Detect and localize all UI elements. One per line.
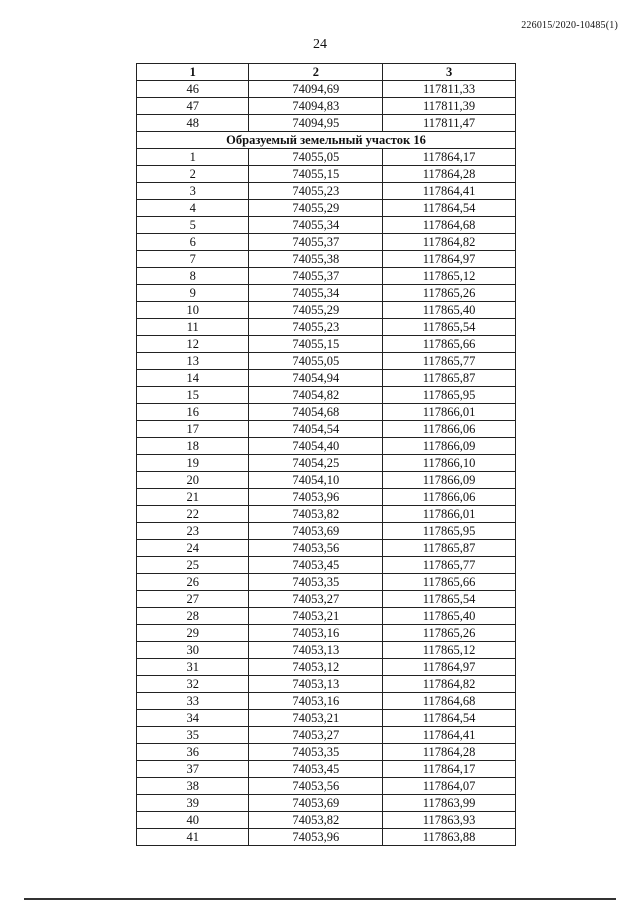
x-coordinate-cell: 74055,05	[249, 353, 383, 370]
x-coordinate-cell: 74055,34	[249, 285, 383, 302]
table-row	[137, 200, 516, 217]
x-coordinate-cell: 74055,15	[249, 166, 383, 183]
table-header-row	[137, 64, 516, 81]
y-coordinate-cell: 117865,26	[383, 285, 516, 302]
table-row	[137, 217, 516, 234]
point-number-cell: 34	[137, 710, 249, 727]
x-coordinate-cell: 74094,69	[249, 81, 383, 98]
point-number-cell: 18	[137, 438, 249, 455]
y-coordinate-cell: 117864,97	[383, 251, 516, 268]
y-coordinate-cell: 117865,40	[383, 608, 516, 625]
y-coordinate-cell: 117866,01	[383, 506, 516, 523]
table-row	[137, 625, 516, 642]
point-number-cell: 13	[137, 353, 249, 370]
x-coordinate-cell: 74055,29	[249, 200, 383, 217]
table-row	[137, 285, 516, 302]
x-coordinate-cell: 74053,96	[249, 489, 383, 506]
x-coordinate-cell: 74055,05	[249, 149, 383, 166]
table-row	[137, 115, 516, 132]
x-coordinate-cell: 74053,12	[249, 659, 383, 676]
table-row	[137, 744, 516, 761]
y-coordinate-cell: 117865,77	[383, 557, 516, 574]
y-coordinate-cell: 117864,54	[383, 200, 516, 217]
y-coordinate-cell: 117865,66	[383, 574, 516, 591]
y-coordinate-cell: 117864,17	[383, 149, 516, 166]
point-number-cell: 32	[137, 676, 249, 693]
table-row	[137, 455, 516, 472]
x-coordinate-cell: 74054,25	[249, 455, 383, 472]
point-number-cell: 1	[137, 149, 249, 166]
y-coordinate-cell: 117866,01	[383, 404, 516, 421]
x-coordinate-cell: 74053,16	[249, 693, 383, 710]
y-coordinate-cell: 117863,93	[383, 812, 516, 829]
point-number-cell: 33	[137, 693, 249, 710]
table-row	[137, 81, 516, 98]
x-coordinate-cell: 74055,15	[249, 336, 383, 353]
x-coordinate-cell: 74053,27	[249, 727, 383, 744]
x-coordinate-cell: 74053,56	[249, 778, 383, 795]
y-coordinate-cell: 117811,39	[383, 98, 516, 115]
table-row	[137, 489, 516, 506]
y-coordinate-cell: 117864,82	[383, 676, 516, 693]
point-number-cell: 14	[137, 370, 249, 387]
y-coordinate-cell: 117865,12	[383, 268, 516, 285]
point-number-cell: 35	[137, 727, 249, 744]
point-number-cell: 38	[137, 778, 249, 795]
y-coordinate-cell: 117865,54	[383, 319, 516, 336]
table-row	[137, 336, 516, 353]
x-coordinate-cell: 74055,37	[249, 234, 383, 251]
x-coordinate-cell: 74054,10	[249, 472, 383, 489]
x-coordinate-cell: 74055,37	[249, 268, 383, 285]
point-number-cell: 6	[137, 234, 249, 251]
x-coordinate-cell: 74053,45	[249, 557, 383, 574]
point-number-cell: 12	[137, 336, 249, 353]
point-number-cell: 41	[137, 829, 249, 846]
x-coordinate-cell: 74053,82	[249, 506, 383, 523]
page-number: 24	[313, 37, 327, 52]
point-number-cell: 2	[137, 166, 249, 183]
y-coordinate-cell: 117864,68	[383, 693, 516, 710]
table-row	[137, 234, 516, 251]
table-row	[137, 676, 516, 693]
table-row	[137, 523, 516, 540]
point-number-cell: 16	[137, 404, 249, 421]
x-coordinate-cell: 74053,35	[249, 574, 383, 591]
point-number-cell: 19	[137, 455, 249, 472]
y-coordinate-cell: 117811,47	[383, 115, 516, 132]
table-row	[137, 319, 516, 336]
point-number-cell: 47	[137, 98, 249, 115]
y-coordinate-cell: 117864,17	[383, 761, 516, 778]
x-coordinate-cell: 74055,38	[249, 251, 383, 268]
x-coordinate-cell: 74055,34	[249, 217, 383, 234]
table-row	[137, 506, 516, 523]
y-coordinate-cell: 117863,88	[383, 829, 516, 846]
table-row	[137, 302, 516, 319]
point-number-cell: 26	[137, 574, 249, 591]
table-body	[137, 81, 516, 846]
y-coordinate-cell: 117865,95	[383, 387, 516, 404]
table-row	[137, 659, 516, 676]
point-number-cell: 8	[137, 268, 249, 285]
x-coordinate-cell: 74055,23	[249, 183, 383, 200]
point-number-cell: 20	[137, 472, 249, 489]
table-row	[137, 472, 516, 489]
point-number-cell: 5	[137, 217, 249, 234]
table-row	[137, 183, 516, 200]
x-coordinate-cell: 74053,21	[249, 608, 383, 625]
x-coordinate-cell: 74053,82	[249, 812, 383, 829]
table-row	[137, 829, 516, 846]
table-row	[137, 727, 516, 744]
table-row	[137, 778, 516, 795]
table-row	[137, 98, 516, 115]
point-number-cell: 27	[137, 591, 249, 608]
section-row	[137, 132, 516, 149]
point-number-cell: 10	[137, 302, 249, 319]
table-row	[137, 574, 516, 591]
x-coordinate-cell: 74055,29	[249, 302, 383, 319]
table-row	[137, 404, 516, 421]
point-number-cell: 23	[137, 523, 249, 540]
y-coordinate-cell: 117866,10	[383, 455, 516, 472]
point-number-cell: 9	[137, 285, 249, 302]
x-coordinate-cell: 74053,13	[249, 676, 383, 693]
point-number-cell: 22	[137, 506, 249, 523]
y-coordinate-cell: 117864,28	[383, 744, 516, 761]
y-coordinate-cell: 117864,82	[383, 234, 516, 251]
point-number-cell: 3	[137, 183, 249, 200]
point-number-cell: 25	[137, 557, 249, 574]
coordinates-table	[136, 63, 516, 846]
y-coordinate-cell: 117866,06	[383, 489, 516, 506]
y-coordinate-cell: 117865,40	[383, 302, 516, 319]
column-header-2: 2	[249, 64, 383, 81]
column-header-3: 3	[383, 64, 516, 81]
x-coordinate-cell: 74053,56	[249, 540, 383, 557]
y-coordinate-cell: 117865,54	[383, 591, 516, 608]
table-row	[137, 149, 516, 166]
y-coordinate-cell: 117864,28	[383, 166, 516, 183]
table-row	[137, 693, 516, 710]
point-number-cell: 28	[137, 608, 249, 625]
point-number-cell: 30	[137, 642, 249, 659]
table-row	[137, 642, 516, 659]
x-coordinate-cell: 74054,94	[249, 370, 383, 387]
table-row	[137, 812, 516, 829]
x-coordinate-cell: 74094,83	[249, 98, 383, 115]
table-row	[137, 795, 516, 812]
y-coordinate-cell: 117865,87	[383, 370, 516, 387]
table-row	[137, 761, 516, 778]
table-row	[137, 251, 516, 268]
table-row	[137, 421, 516, 438]
y-coordinate-cell: 117865,95	[383, 523, 516, 540]
y-coordinate-cell: 117865,87	[383, 540, 516, 557]
table-row	[137, 710, 516, 727]
point-number-cell: 15	[137, 387, 249, 404]
column-header-1: 1	[137, 64, 249, 81]
x-coordinate-cell: 74054,54	[249, 421, 383, 438]
x-coordinate-cell: 74053,21	[249, 710, 383, 727]
y-coordinate-cell: 117865,66	[383, 336, 516, 353]
y-coordinate-cell: 117864,07	[383, 778, 516, 795]
point-number-cell: 7	[137, 251, 249, 268]
y-coordinate-cell: 117811,33	[383, 81, 516, 98]
point-number-cell: 17	[137, 421, 249, 438]
point-number-cell: 46	[137, 81, 249, 98]
point-number-cell: 48	[137, 115, 249, 132]
point-number-cell: 29	[137, 625, 249, 642]
table-row	[137, 540, 516, 557]
x-coordinate-cell: 74053,16	[249, 625, 383, 642]
point-number-cell: 11	[137, 319, 249, 336]
table-row	[137, 557, 516, 574]
y-coordinate-cell: 117865,26	[383, 625, 516, 642]
y-coordinate-cell: 117866,09	[383, 438, 516, 455]
table-row	[137, 353, 516, 370]
point-number-cell: 4	[137, 200, 249, 217]
point-number-cell: 21	[137, 489, 249, 506]
y-coordinate-cell: 117864,41	[383, 183, 516, 200]
x-coordinate-cell: 74053,96	[249, 829, 383, 846]
y-coordinate-cell: 117863,99	[383, 795, 516, 812]
table-row	[137, 166, 516, 183]
table-row	[137, 387, 516, 404]
point-number-cell: 39	[137, 795, 249, 812]
x-coordinate-cell: 74055,23	[249, 319, 383, 336]
x-coordinate-cell: 74053,13	[249, 642, 383, 659]
x-coordinate-cell: 74053,35	[249, 744, 383, 761]
y-coordinate-cell: 117865,12	[383, 642, 516, 659]
point-number-cell: 37	[137, 761, 249, 778]
point-number-cell: 31	[137, 659, 249, 676]
x-coordinate-cell: 74054,40	[249, 438, 383, 455]
table-row	[137, 608, 516, 625]
footer-divider	[24, 898, 616, 900]
y-coordinate-cell: 117866,09	[383, 472, 516, 489]
x-coordinate-cell: 74053,69	[249, 523, 383, 540]
y-coordinate-cell: 117864,54	[383, 710, 516, 727]
x-coordinate-cell: 74053,27	[249, 591, 383, 608]
table-row	[137, 591, 516, 608]
y-coordinate-cell: 117865,77	[383, 353, 516, 370]
table-row	[137, 268, 516, 285]
section-title: Образуемый земельный участок 16	[137, 132, 516, 149]
x-coordinate-cell: 74053,45	[249, 761, 383, 778]
table-row	[137, 370, 516, 387]
y-coordinate-cell: 117864,97	[383, 659, 516, 676]
point-number-cell: 36	[137, 744, 249, 761]
point-number-cell: 40	[137, 812, 249, 829]
y-coordinate-cell: 117866,06	[383, 421, 516, 438]
x-coordinate-cell: 74054,68	[249, 404, 383, 421]
document-id: 226015/2020-10485(1)	[521, 20, 618, 31]
y-coordinate-cell: 117864,41	[383, 727, 516, 744]
x-coordinate-cell: 74053,69	[249, 795, 383, 812]
y-coordinate-cell: 117864,68	[383, 217, 516, 234]
point-number-cell: 24	[137, 540, 249, 557]
x-coordinate-cell: 74054,82	[249, 387, 383, 404]
table-row	[137, 438, 516, 455]
x-coordinate-cell: 74094,95	[249, 115, 383, 132]
